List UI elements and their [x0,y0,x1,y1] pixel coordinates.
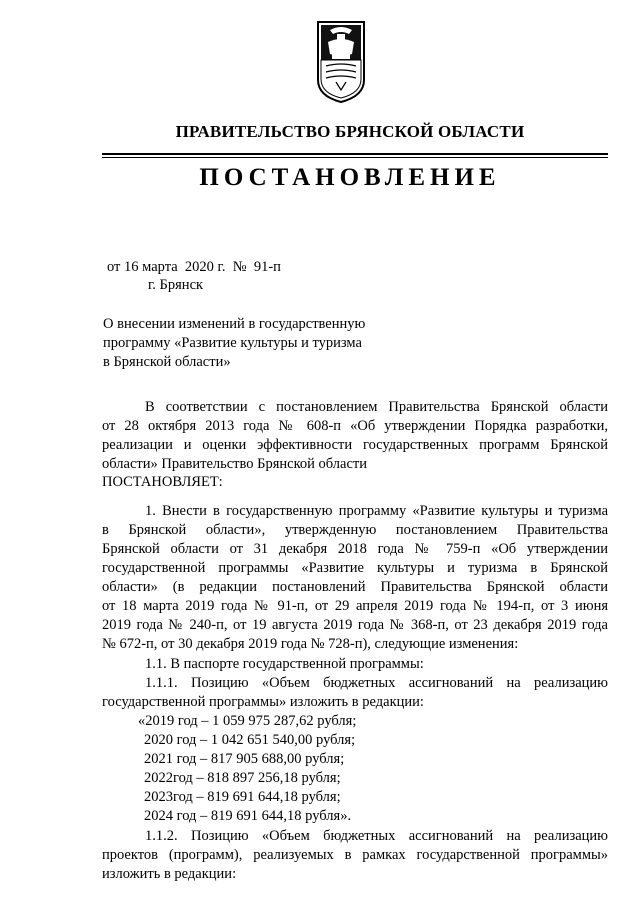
item1-line: Брянской области от 31 декабря 2018 года № 759-п «Об утверждении [102,541,608,557]
item1-line: в Брянской области», утвержденную постановлением Правительства [102,522,608,538]
budget-line: 2020 год – 1 042 651 540,00 рубля; [144,732,356,748]
item1-1-2-line: проектов (программ), реализуемых в рамках государственной программы» [102,847,608,863]
resolves-word: ПОСТАНОВЛЯЕТ: [102,474,223,490]
budget-line: 2022год – 818 897 256,18 рубля; [144,770,341,786]
preamble-line: от 28 октября 2013 года № 608-п «Об утверждении Порядка разработки, [102,418,608,434]
item1-line: от 18 марта 2019 года № 91-п, от 29 апреля 2019 года № 194-п, от 3 июня [102,598,608,614]
budget-line: 2024 год – 819 691 644,18 рубля». [144,808,352,824]
city: г. Брянск [148,277,204,293]
organization-name: ПРАВИТЕЛЬСТВО БРЯНСКОЙ ОБЛАСТИ [175,122,525,141]
header-rule-thin [102,157,608,158]
item1-1: 1.1. В паспорте государственной программы: [145,656,424,672]
header-rule-thick [102,153,608,155]
document-title: ПОСТАНОВЛЕНИЕ [199,164,501,191]
subject-line: О внесении изменений в государственную [103,316,366,332]
budget-line: «2019 год – 1 059 975 287,62 рубля; [138,713,357,729]
preamble-line: реализации и оценки эффективности государственных программ Брянской [102,437,608,453]
budget-line: 2021 год – 817 905 688,00 рубля; [144,751,345,767]
item1-line: государственной программы «Развитие культуры и туризма в Брянской [102,560,608,576]
preamble-line: области» Правительство Брянской области [102,456,367,472]
item1-line: области» (в редакции постановлений Правительства Брянской области [102,579,608,595]
subject-line: в Брянской области» [103,354,231,370]
item1-line: № 672-п, от 30 декабря 2019 года № 728-п), следующие изменения: [102,636,519,652]
item1-1-1-line: 1.1.1. Позицию «Объем бюджетных ассигнований на реализацию [145,675,608,691]
item1-line: 1. Внести в государственную программу «Развитие культуры и туризма [145,503,608,519]
item1-1-1-line: государственной программы» изложить в редакции: [102,694,424,710]
date-number: от 16 марта 2020 г. № 91-п [107,259,281,275]
item1-1-2-line: 1.1.2. Позицию «Объем бюджетных ассигнований на реализацию [145,828,608,844]
budget-line: 2023год – 819 691 644,18 рубля; [144,789,341,805]
item1-line: 2019 года № 240-п, от 19 августа 2019 года № 368-п, от 23 декабря 2019 года [102,617,608,633]
item1-1-2-line: изложить в редакции: [102,866,237,882]
preamble-line: В соответствии с постановлением Правительства Брянской области [145,399,608,415]
bryansk-coat-of-arms-icon [316,20,366,104]
subject-line: программу «Развитие культуры и туризма [103,335,362,351]
